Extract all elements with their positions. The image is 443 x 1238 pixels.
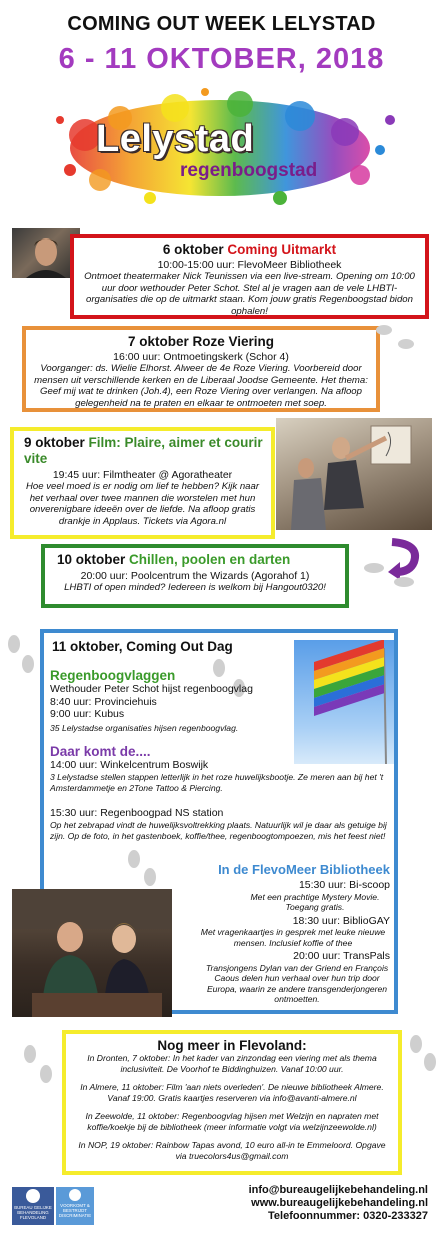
event-date: 6 oktober	[162, 242, 224, 257]
flags-line: 8:40 uur: Provinciehuis	[50, 695, 157, 708]
flevoland-item: In Dronten, 7 oktober: In het kader van zinzondag een viering met als thema inclusiviteit. De Voorhof te Biddinghuizen. Vanaf 10:00 uur.	[87, 1053, 377, 1074]
boot-heading: Daar komt de....	[50, 744, 151, 759]
library-heading: In de FlevoMeer Bibliotheek	[218, 862, 390, 877]
poster-dates: 6 - 11 OKTOBER, 2018	[58, 43, 385, 75]
event-time: 10:00-15:00 uur: FlevoMeer Bibliotheek	[157, 259, 342, 271]
footer-phone: Telefoonnummer: 0320-233327	[268, 1210, 428, 1222]
boot-description: 3 Lelystadse stellen stappen letterlijk in het roze huwelijksbootje. Ze meren aan bij het 't Amsterdammetje en 2Tone Tattoo & Piercing.	[50, 772, 384, 793]
event-10-oktober	[41, 544, 349, 608]
event-description: Hoe veel moed is er nodig om lief te hebben? Kijk naar het verhaal over twee mannen die worstelen met hun onverenigbare ideeën over de liefde. Na afloop gratis drankje in Applaus. Tickets via Agora.nl	[25, 481, 260, 527]
bgb-logo	[12, 1187, 54, 1225]
event-date: 10 oktober	[57, 552, 126, 567]
event-description: Voorganger: ds. Wielie Elhorst. Alweer de 4e Roze Viering. Voorbereid door mensen uit verschillende kerken en de Liberaal Joodse Gemeente. Het thema: Geef mij wat te drinken (Joh.4), een Roze Viering over verlangen. Na afloop gelegenheid na te praten en elkaar te ontmoeten met soep.	[34, 363, 368, 409]
flags-heading: Regenboogvlaggen	[50, 668, 176, 683]
event-7-oktober	[22, 326, 380, 412]
film-still-photo	[276, 418, 432, 530]
footprints-icon	[356, 558, 432, 594]
footprints-icon	[404, 1030, 442, 1076]
boot-block	[50, 744, 390, 794]
event-name: Film: Plaire, aimer et courir vite	[24, 435, 263, 466]
two-young-men-photo	[12, 889, 172, 1017]
library-block	[180, 862, 390, 1005]
event-name: Coming Uitmarkt	[227, 242, 337, 257]
flevoland-title: Nog meer in Flevoland:	[157, 1038, 307, 1053]
flags-block	[50, 668, 290, 733]
station-description: Op het zebrapad vindt de huwelijksvoltrekking plaats. Natuurlijk wil je daar als getuige bij zijn. Op de foto, in het gastenboek, koffie/thee, regenboogtompoezen, mis het feest niet!	[50, 820, 387, 841]
station-block	[50, 807, 390, 842]
station-time: 15:30 uur: Regenboogpad NS station	[50, 807, 224, 819]
bgb-logo-text: BUREAU GELIJKE BEHANDELING FLEVOLAND	[14, 1205, 52, 1220]
flevoland-item: In Almere, 11 oktober: Film 'aan niets overleden'. De nieuwe bibliotheek Almere. Vanaf 19:00. Gratis kaartjes reserveren via info@avanti-almere.nl	[80, 1082, 384, 1103]
logo-subtitle: regenboogstad	[180, 160, 318, 181]
event-time: 20:00 uur: Poolcentrum the Wizards (Agorahof 1)	[80, 570, 310, 582]
section-title: 11 oktober, Coming Out Dag	[52, 639, 233, 654]
event-9-oktober	[10, 427, 275, 539]
flags-line: Wethouder Peter Schot hijst regenboogvlag	[50, 683, 253, 695]
footer-website[interactable]: www.bureaugelijkebehandeling.nl	[251, 1197, 428, 1209]
event-name: Roze Viering	[192, 334, 275, 349]
footprints-icon	[366, 318, 426, 358]
event-time: 16:00 uur: Ontmoetingskerk (Schor 4)	[113, 351, 289, 363]
footprints-icon	[18, 1040, 58, 1090]
event-date: 7 oktober	[127, 334, 189, 349]
boot-time: 14:00 uur: Winkelcentrum Boswijk	[50, 759, 209, 771]
voorkomt-logo-text: VOORKOMT & BESTRIJDT DISCRIMINATIE	[58, 1203, 92, 1218]
flevoland-section	[62, 1030, 402, 1175]
voorkomt-logo	[56, 1187, 94, 1225]
library-time: 18:30 uur: BiblioGAY	[292, 914, 390, 927]
footprints-icon	[0, 632, 40, 676]
footer-email[interactable]: info@bureaugelijkebehandeling.nl	[248, 1184, 428, 1196]
footer-contact	[150, 1184, 428, 1223]
event-description: Ontmoet theatermaker Nick Teunissen via een live-stream. Opening om 10:00 uur door wethouder Peter Schot. Stel al je vragen aan de vele LHBTI-organisaties die op de uitmarkt staan. Kom jouw gratis Regenboogstad bidon ophalen!	[84, 271, 415, 317]
flags-line: 9:00 uur: Kubus	[50, 708, 125, 720]
flags-note: 35 Lelystadse organisaties hijsen regenboogvlag.	[50, 722, 239, 733]
event-6-oktober	[70, 234, 429, 319]
library-description: Transjongens Dylan van der Griend en François Caous delen hun verhaal over hun trip door Europa, waarin ze andere transgenderjongeren ontmoetten.	[205, 962, 389, 1004]
library-description: Met een prachtige Mystery Movie. Toegang gratis.	[250, 891, 380, 912]
logo-word: Lelystad	[96, 118, 255, 160]
poster-title: COMING OUT WEEK LELYSTAD	[67, 13, 376, 35]
library-time: 15:30 uur: Bi-scoop	[298, 879, 390, 891]
event-date: 9 oktober	[24, 435, 85, 450]
flevoland-item: In NOP, 19 oktober: Rainbow Tapas avond, 10 euro all-in te Emmeloord. Opgave via truecolors4us@gmail.com	[78, 1140, 386, 1161]
event-description: LHBTI of open minded? Iedereen is welkom bij Hangout0320!	[64, 582, 326, 593]
flevoland-item: In Zeewolde, 11 oktober: Regenboogvlag hijsen met Welzijn en napraten met koffie/koekje bij de bibliotheek (meer informatie volgt via welzijnzeewolde.nl)	[85, 1111, 379, 1132]
event-time: 19:45 uur: Filmtheater @ Agoratheater	[52, 469, 233, 481]
library-description: Met vragenkaartjes in gesprek met leuke nieuwe mensen. Inclusief koffie of thee	[200, 927, 386, 948]
library-time: 20:00 uur: TransPals	[293, 950, 390, 962]
event-name: Chillen, poolen en darten	[129, 552, 291, 567]
